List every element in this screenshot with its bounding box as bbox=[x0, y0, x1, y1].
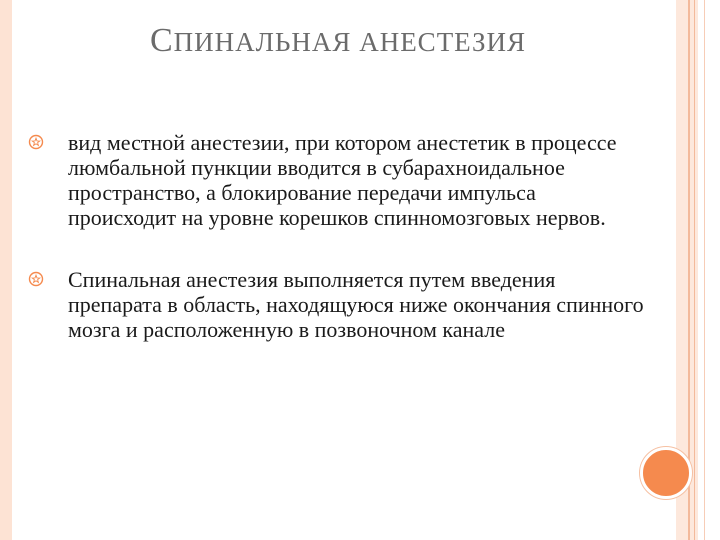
right-frame-line bbox=[704, 0, 705, 540]
hollow-circle-star-bullet-icon bbox=[28, 134, 44, 150]
list-item bbox=[28, 130, 648, 230]
title-first-letter: С bbox=[149, 22, 174, 59]
right-frame-line bbox=[694, 0, 695, 540]
bullet-text: вид местной анестезии, при котором анестетик в процессе люмбальной пункции вводится в субарахноидальное пространство, а блокирование передачи импульса происходит на уровне корешков спинномозговых нервов. bbox=[68, 130, 617, 230]
left-frame-bar bbox=[0, 0, 12, 540]
orange-circle-decoration bbox=[640, 447, 692, 499]
list-item bbox=[28, 267, 648, 342]
bullet-text: Спинальная анестезия выполняется путем введения препарата в область, находящуюся ниже окончания спинного мозга и расположенную в позвоночном канале bbox=[68, 267, 644, 342]
bullet-list bbox=[28, 130, 648, 379]
hollow-circle-star-bullet-icon bbox=[28, 271, 44, 287]
slide-title bbox=[0, 22, 676, 60]
title-rest: ПИНАЛЬНАЯ АНЕСТЕЗИЯ bbox=[173, 27, 527, 57]
